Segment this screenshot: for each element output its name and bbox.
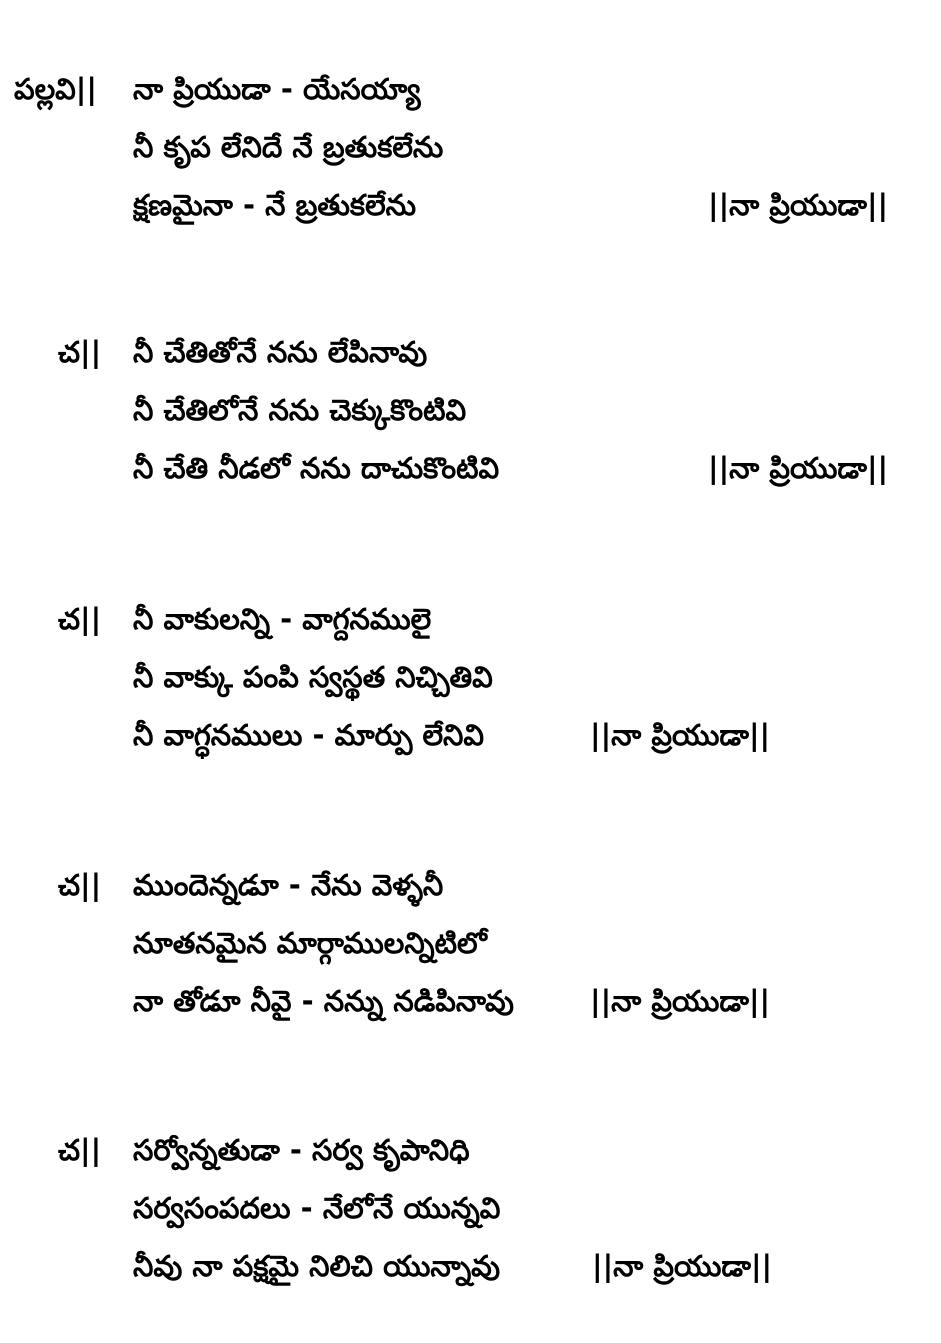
charanam-line: [0, 648, 941, 706]
charanam-line: [0, 1121, 941, 1179]
refrain-marker: ||నా ప్రియుడా||: [708, 451, 889, 485]
charanam-line: [0, 439, 941, 497]
charanam-stanza-2: [0, 590, 941, 764]
charanam-label: చ||: [58, 868, 102, 902]
lyric-line: నా తోడూ నీవై - నన్ను నడిపినావు: [133, 984, 514, 1018]
refrain-marker: ||నా ప్రియుడా||: [590, 718, 771, 752]
charanam-line: [0, 590, 941, 648]
charanam-line: [0, 1237, 941, 1295]
pallavi-stanza: [0, 60, 941, 234]
charanam-line: [0, 856, 941, 914]
charanam-label: చ||: [58, 1133, 102, 1167]
refrain-marker: ||నా ప్రియుడా||: [590, 984, 771, 1018]
lyric-line: నీ కృప లేనిదే నే బ్రతుకలేను: [133, 130, 444, 164]
charanam-stanza-1: [0, 323, 941, 497]
charanam-line: [0, 972, 941, 1030]
pallavi-line-3: [0, 176, 941, 234]
lyric-line: క్షణమైనా - నే బ్రతుకలేను: [133, 188, 417, 222]
charanam-label: చ||: [58, 335, 102, 369]
lyric-line: సర్వసంపదలు - నేలోనే యున్నవి: [133, 1191, 501, 1225]
refrain-marker: ||నా ప్రియుడా||: [592, 1249, 773, 1283]
charanam-stanza-3: [0, 856, 941, 1030]
charanam-line: [0, 323, 941, 381]
pallavi-label: పల్లవి||: [14, 72, 97, 106]
charanam-stanza-4: [0, 1121, 941, 1295]
refrain-marker: ||నా ప్రియుడా||: [708, 188, 889, 222]
lyric-line: నా ప్రియుడా - యేసయ్యా: [133, 72, 421, 106]
lyric-line: నీ వాక్కు పంపి స్వస్థత నిచ్చితివి: [133, 660, 493, 694]
lyric-line: నూతనమైన మార్గాములన్నిటిలో: [133, 926, 487, 960]
charanam-label: చ||: [58, 602, 102, 636]
lyric-line: ముందెన్నడూ - నేను వెళ్ళనీ: [133, 868, 444, 902]
lyric-line: సర్వోన్నతుడా - సర్వ కృపానిధి: [133, 1133, 470, 1167]
lyric-line: నీ చేతితోనే నను లేపినావు: [133, 335, 428, 369]
pallavi-line-1: [0, 60, 941, 118]
lyric-line: నీవు నా పక్షమై నిలిచి యున్నావు: [133, 1249, 501, 1283]
lyric-line: నీ వాగ్ధనములు - మార్పు లేనివి: [133, 718, 485, 752]
pallavi-line-2: [0, 118, 941, 176]
charanam-line: [0, 1179, 941, 1237]
lyric-line: నీ వాకులన్ని - వాగ్దనములై: [133, 602, 432, 636]
lyric-line: నీ చేతి నీడలో నను దాచుకొంటివి: [133, 451, 500, 485]
charanam-line: [0, 381, 941, 439]
lyric-line: నీ చేతిలోనే నను చెక్కుకొంటివి: [133, 393, 467, 427]
charanam-line: [0, 706, 941, 764]
charanam-line: [0, 914, 941, 972]
